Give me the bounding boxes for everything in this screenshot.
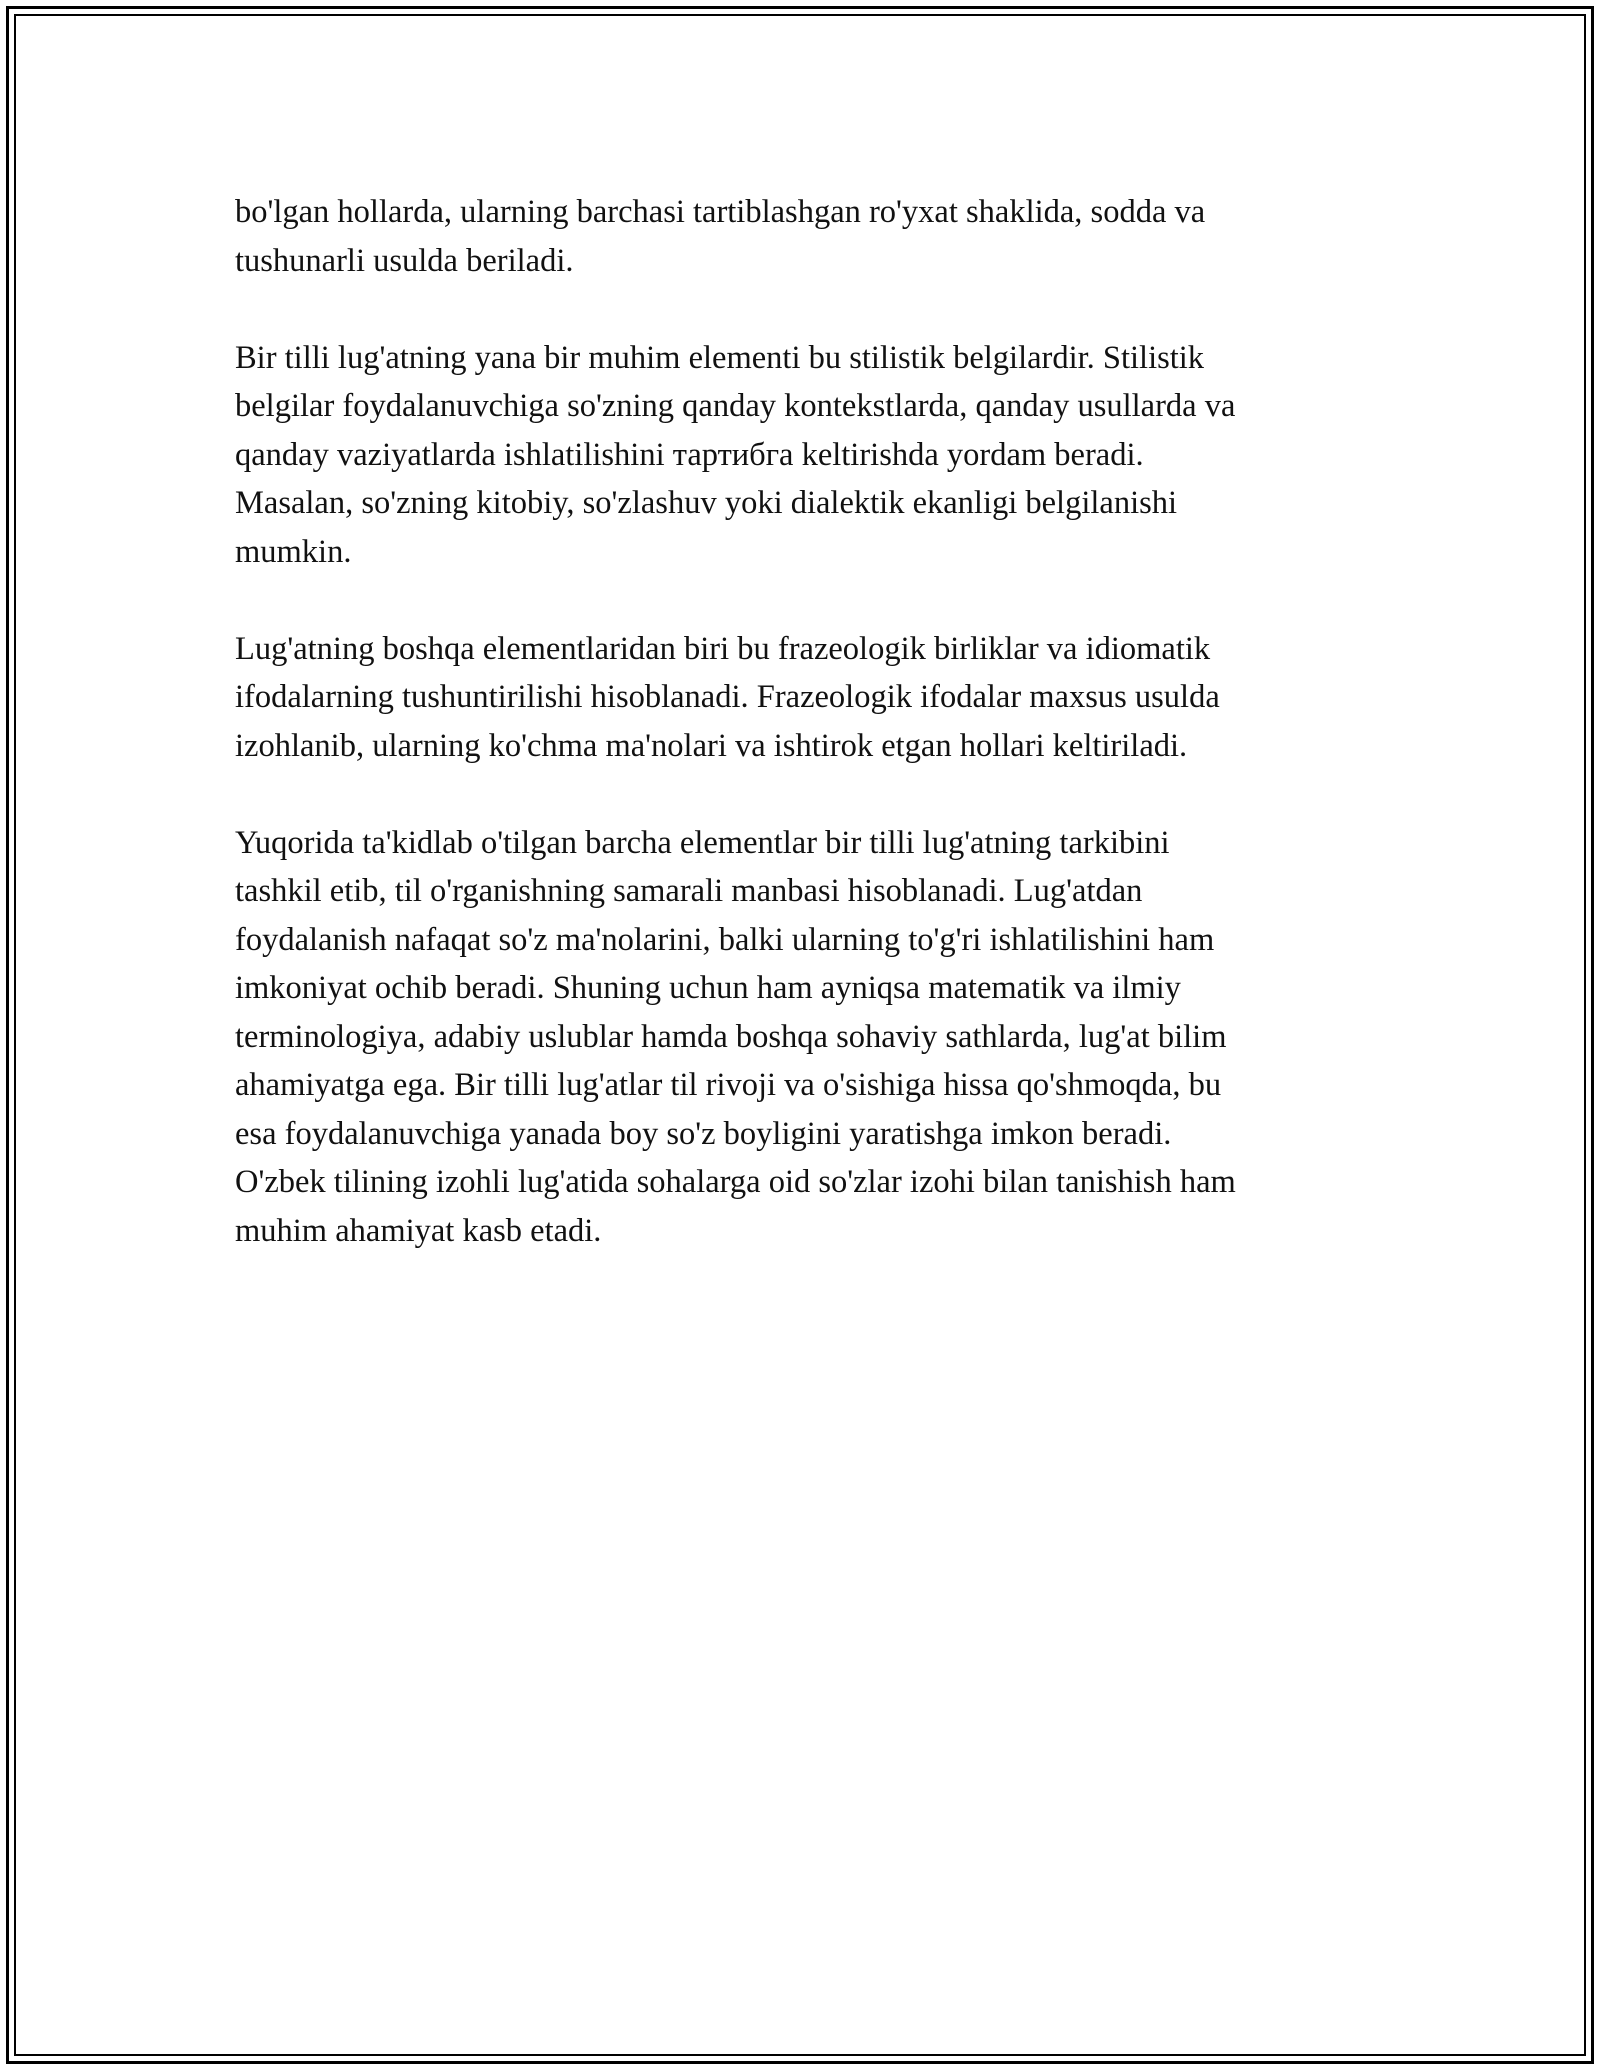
paragraph-4: Yuqorida ta'kidlab o'tilgan barcha elementlar bir tilli lug'atning tarkibini tashkil etib, til o'rganishning samarali manbasi hisoblanadi. Lug'atdan foydalanish nafaqat so'z ma'nolarini, balki ularning to'g'ri ishlatilishini ham imkoniyat ochib beradi. Shuning uchun ham ayniqsa matematik va ilmiy terminologiya, adabiy uslublar hamda boshqa sohaviy sathlarda, lug'at bilim ahamiyatga ega. Bir tilli lug'atlar til rivoji va o'sishiga hissa qo'shmoqda, bu esa foydalanuvchiga yanada boy so'z boyligini yaratishga imkon beradi. O'zbek tilining izohli lug'atida sohalarga oid so'zlar izohi bilan tanishish ham muhim ahamiyat kasb etadi. <box>235 824 1236 1249</box>
paragraph-2: Bir tilli lug'atning yana bir muhim elementi bu stilistik belgilardir. Stilistik belgilar foydalanuvchiga so'zning qanday kontekstlarda, qanday usullarda va qanday vaziyatlarda ishlatilishini тартибга keltirishda yordam beradi. Masalan, so'zning kitobiy, so'zlashuv yoki dialektik ekanligi belgilanishi mumkin. <box>235 339 1236 570</box>
paragraph-1: bo'lgan hollarda, ularning barchasi tartiblashgan ro'yxat shaklida, sodda va tushunarli usulda beriladi. <box>235 194 1206 279</box>
document-body <box>235 188 1385 1304</box>
paragraph-3: Lug'atning boshqa elementlaridan biri bu frazeologik birliklar va idiomatik ifodalarning tushuntirilishi hisoblanadi. Frazeologik ifodalar maxsus usulda izohlanib, ularning ko'chma ma'nolari va ishtirok etgan hollari keltiriladi. <box>235 630 1220 764</box>
